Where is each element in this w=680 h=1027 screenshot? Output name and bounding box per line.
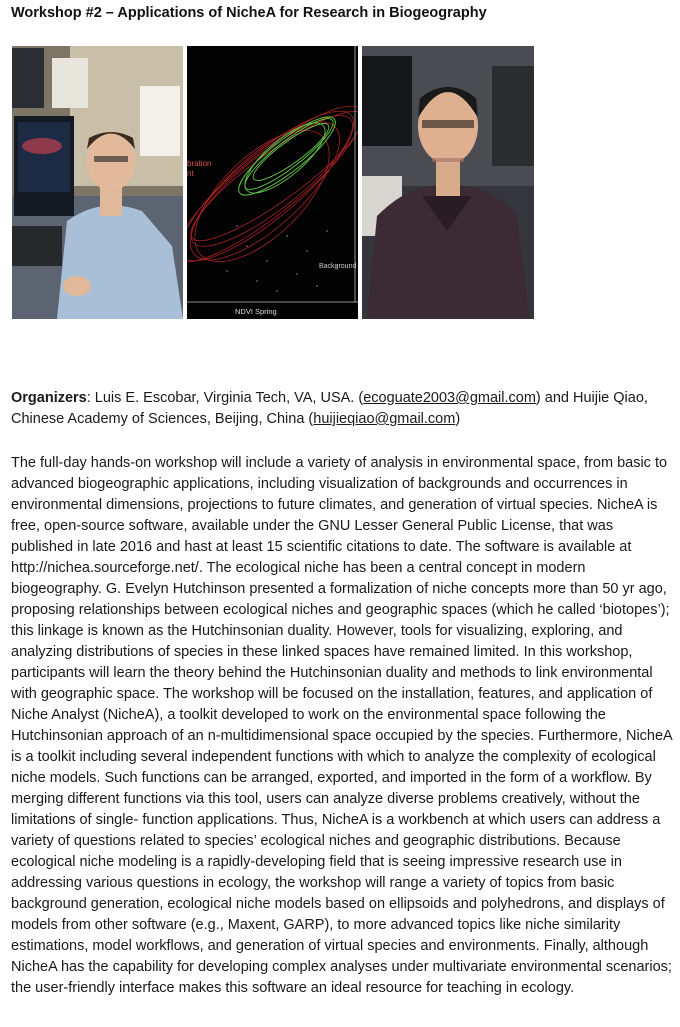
photo-organizer-1-illustration xyxy=(12,46,183,319)
photo-organizer-2-illustration xyxy=(362,46,534,319)
plot-axis-label: NDVI Spring xyxy=(235,307,277,316)
organizers-text-1: : Luis E. Escobar, Virginia Tech, VA, USA. ( xyxy=(86,390,364,406)
niche-ellipsoid-illustration xyxy=(187,46,358,319)
workshop-description: The full-day hands-on workshop will include a variety of analysis in environmental space, from basic to advanced biogeographic applications, including visualization of backgrounds and occurrences in environmental dimensions, projections to future climates, and generation of virtual species. NicheA is free, open-source software, available under the GNU Lesser General Public License, that was published in late 2016 and hast at least 15 scientific citations to date. The software is available at http://nichea.sourceforge.net/. The ecological niche has been a central concept in modern biogeography. G. Evelyn Hutchinson presented a formalization of niche concepts more than 50 yr ago, proposing relationships between ecological niches and geographic spaces (which he called ‘biotopes’); this linkage is known as the Hutchinsonian duality. However, tools for visualizing, exploring, and analyzing distributions of species in these linked spaces have remained limited. In this workshop, participants will learn the theory behind the Hutchinsonian duality and methods to link environmental with geographic space. The workshop will be focused on the installation, features, and application of Niche Analyst (NicheA), a toolkit developed to work on the environmental space following the Hutchinsonian approach of an n-multidimensional space occupied by the species. Furthermore, NicheA is a toolkit including several independent functions with which to analyze the complexity of ecological niche models. Such functions can be arranged, exported, and imported in the form of a workflow. By merging different functions via this tool, users can analyze diverse problems creatively, without the limitations of single- function applications. Thus, NicheA is a workbench at which users can address a variety of questions related to species’ ecological niches and geographic distributions. Because ecological niche modeling is a rapidly-developing field that is seeing impressive research use in addressing various questions in ecology, the workshop will range a variety of topics from basic background generation, ecological niche models based on ellipsoids and polyhedrons, and displays of models from other software (e.g., Maxent, GARP), to more advanced topics like niche similarity estimations, model workflows, and generation of virtual species and environments. Finally, although NicheA has the capability for developing complex analyses under multivariate environmental scenarios; the user-friendly interface makes this software an ideal resource for teaching in ecology. xyxy=(11,455,672,996)
organizers-text-3: ) xyxy=(455,411,461,427)
plot-label-calibration: bration xyxy=(187,159,212,168)
plot-label-background: Background xyxy=(319,263,357,270)
photo-niche-visualization xyxy=(187,46,358,319)
photo-strip xyxy=(12,46,534,319)
page-title: Workshop #2 – Applications of NicheA for Research in Biogeography xyxy=(11,5,487,21)
photo-organizer-1 xyxy=(12,46,183,319)
email-link-escobar[interactable]: ecoguate2003@gmail.com xyxy=(363,390,536,406)
organizers-paragraph xyxy=(11,388,673,430)
photo-organizer-2 xyxy=(362,46,534,319)
plot-label-fragment: nt xyxy=(187,169,194,178)
email-link-qiao[interactable]: huijieqiao@gmail.com xyxy=(313,411,456,427)
organizers-label: Organizers xyxy=(11,390,87,406)
organizers-text-2: ) and Huijie Qiao, Chinese Academy of Sciences, Beijing, China ( xyxy=(11,390,648,427)
